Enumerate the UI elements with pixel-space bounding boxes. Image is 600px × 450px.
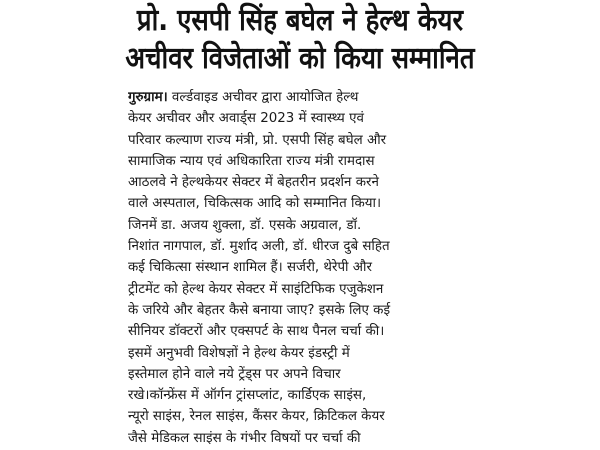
article-body	[128, 87, 468, 449]
body-line: कई चिकित्सा संस्थान शामिल हैं। सर्जरी, थेरेपी और	[128, 260, 372, 276]
body-line: इसमें अनुभवी विशेषज्ञों ने हेल्थ केयर इंडस्ट्री में	[128, 345, 350, 361]
dateline: गुरुग्राम।	[128, 90, 168, 105]
body-line: इस्तेमाल होने वाले नये ट्रेंड्स पर अपने विचार	[128, 366, 341, 382]
headline-line-1: प्रो. एसपी सिंह बघेल ने हेल्थ केयर	[136, 3, 464, 38]
body-line: निशांत नागपाल, डॉ. मुर्शाद अली, डॉ. धीरज दुबे सहित	[128, 239, 390, 255]
body-line: ट्रीटमेंट को हेल्थ केयर सेक्टर में साइंटिफिक एजुकेशन	[128, 281, 384, 297]
body-line-text: वर्ल्डवाइड अचीवर द्वारा आयोजित हेल्थ	[167, 90, 359, 105]
body-line: सामाजिक न्याय एवं अधिकारिता राज्य मंत्री रामदास	[128, 153, 375, 169]
body-line	[128, 87, 468, 108]
headline-line-2: अचीवर विजेताओं को किया सम्मानित	[125, 41, 475, 76]
body-line: रखे।कॉन्फ्रेंस में ऑर्गन ट्रांसप्लांट, कार्डिएक साइंस,	[128, 388, 367, 404]
body-line: जिनमें डा. अजय शुक्ला, डॉ. एसके अग्रवाल, डॉ.	[128, 217, 362, 233]
body-line: परिवार कल्याण राज्य मंत्री, प्रो. एसपी सिंह बघेल और	[128, 132, 387, 148]
body-line: केयर अचीवर और अवार्ड्स 2023 में स्वास्थ्य एवं	[128, 111, 364, 127]
body-line: आठलवे ने हेल्थकेयर सेक्टर में बेहतरीन प्रदर्शन करने	[128, 175, 379, 191]
body-line: वाले अस्पताल, चिकित्सक आदि को सम्मानित किया।	[128, 196, 382, 212]
body-line: के जरिये और बेहतर कैसे बनाया जाए? इसके लिए कई	[128, 302, 391, 318]
body-line: सीनियर डॉक्टरों और एक्सपर्ट के साथ पैनल चर्चा की।	[128, 324, 385, 340]
body-line: जैसे मेडिकल साइंस के गंभीर विषयों पर चर्चा की	[128, 430, 361, 446]
body-line: न्यूरो साइंस, रेनल साइंस, कैंसर केयर, क्रिटिकल केयर	[128, 409, 385, 425]
